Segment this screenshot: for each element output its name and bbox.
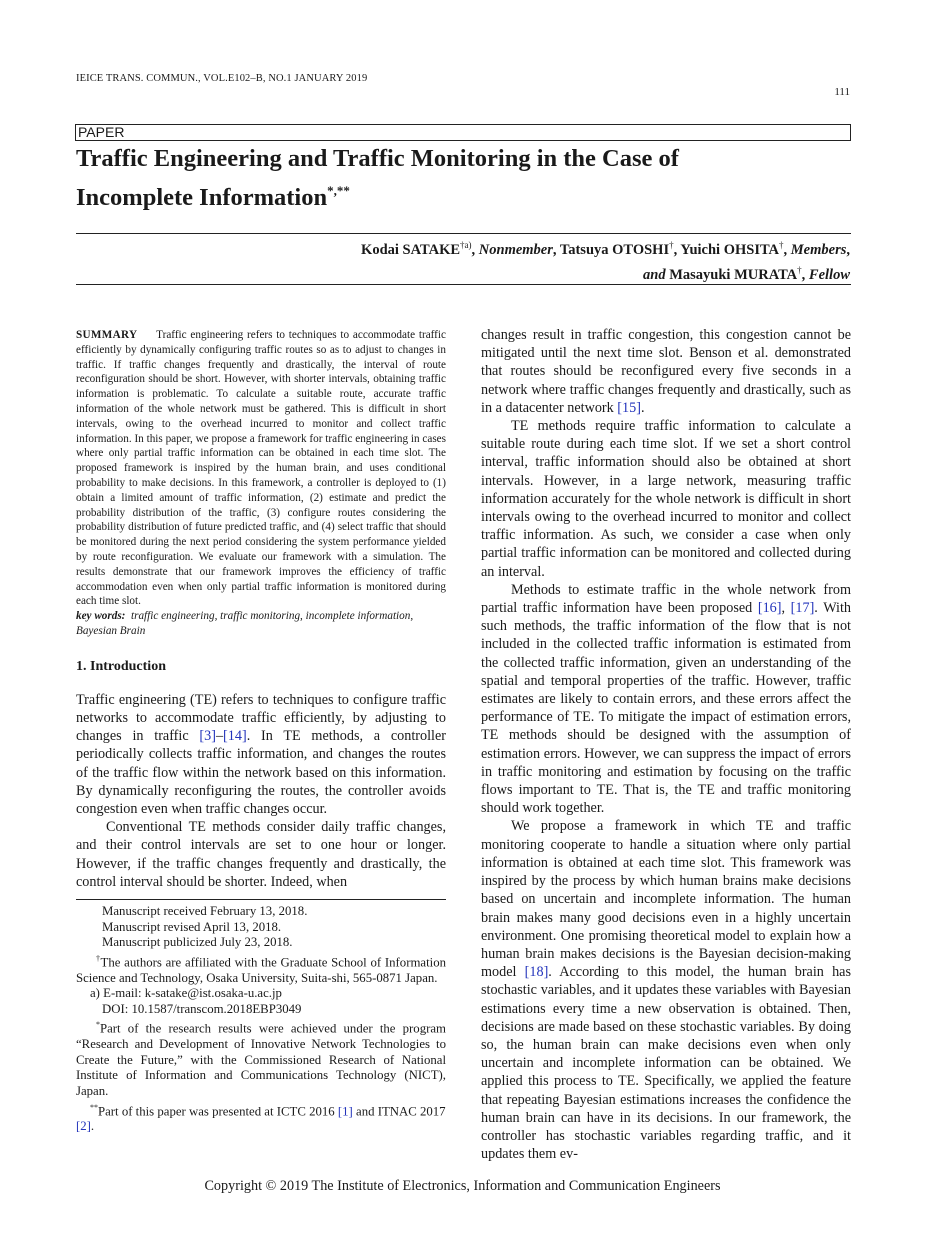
intro-p1-text-b: . In TE methods, a controller periodically collects traffic information, and changes the routes of the traffic flow within the network based on this information. By dynamically reconfiguring the routes, the controller avoids congestion even when traffic changes occur. — [76, 728, 446, 817]
footnote-part-2-text-b: and ITNAC 2017 — [352, 1103, 446, 1118]
intro-p6-text-b: . According to this model, the human brain has stochastic variables, and it updates these variables with Bayesian estimations every time a new observation is obtained. Then, decisions are made based on these stochastic variables. By doing so, the human brain can make decisions even when only uncertain and incomplete information can be obtained. We applied this process to TE. Specifically, we applied the feature that repeating Bayesian estimations increases the confidence the human brain can have in its decisions. In our framework, the controller has stochastic variables regarding traffic, and it updates them ev- — [481, 964, 851, 1163]
left-column — [76, 328, 446, 1135]
intro-p5-text-b: . With such methods, the traffic information of the flow that is not included in the collected traffic information is estimated from the collected traffic information, given an understanding of the spatial and temporal properties of the traffic. However, traffic estimates are likely to contain errors, and these errors affect the performance of TE. To mitigate the impact of estimation errors, TE methods should be designed with the assumption of estimation errors. However, we can suppress the impact of errors in traffic monitoring and estimation by focusing on the traffic flows important to TE. That is, the TE and traffic monitoring should work together. — [481, 600, 851, 817]
keywords — [76, 609, 446, 639]
citation-16[interactable]: [16] — [757, 600, 782, 617]
paper-title — [76, 143, 856, 214]
citation-comma: , — [781, 600, 791, 617]
author-4-role: Fellow — [808, 267, 850, 283]
paper-category-label: PAPER — [78, 124, 125, 140]
author-3-mark: † — [779, 240, 784, 250]
author-1-mark: †a) — [460, 240, 472, 250]
footnote-doi: DOI: 10.1587/transcom.2018EBP3049 — [102, 1001, 302, 1016]
intro-p3-text-a: changes result in traffic congestion, this congestion cannot be mitigated until the next time slot. Benson et al. demonstrated that routes should be reconfigured every five seconds in a network where traffic changes frequently and drastically, such as in a datacenter network — [481, 327, 851, 416]
author-4-mark: † — [797, 265, 802, 275]
page-number: 111 — [834, 86, 850, 98]
title-line-1: Traffic Engineering and Traffic Monitoring in the Case of — [76, 145, 679, 172]
title-footnote-marks: *,** — [327, 183, 350, 198]
citation-15[interactable]: [15] — [617, 399, 641, 416]
citation-2[interactable]: [2] — [76, 1119, 91, 1134]
intro-paragraph-3 — [481, 326, 851, 417]
title-line-2: Incomplete Information — [76, 184, 328, 211]
intro-paragraph-4: TE methods require traffic information to calculate a suitable route during each time slot. If we set a short control interval, traffic information should also be obtained at short intervals. However, in a large network, measuring traffic information accurately for the whole network is difficult in short intervals owing to the overhead incurred to monitor and collect traffic information. As such, we consider a case when only partial traffic information can be monitored and collected during an interval. — [481, 418, 851, 580]
intro-paragraph-5 — [481, 581, 851, 818]
paper-category-box — [75, 124, 851, 141]
intro-p5-text-a: Methods to estimate traffic in the whole network from partial traffic information have been proposed — [481, 581, 851, 617]
footnote-part-2-text-c: . — [90, 1119, 95, 1134]
keywords-label: key words: — [76, 610, 126, 623]
footnote-affiliation-text: The authors are affiliated with the Graduate School of Information Science and Technology, Osaka University, Suita-shi, 565-0871 Japan. — [76, 955, 446, 985]
author-rule — [76, 284, 851, 285]
abstract — [76, 328, 446, 609]
running-head: IEICE TRANS. COMMUN., VOL.E102–B, NO.1 JANUARY 2019 — [76, 73, 368, 84]
intro-p6-text-a: We propose a framework in which TE and traffic monitoring cooperate to handle a situation where only partial information is obtained at each time slot. This framework was inspired by the process by which human brains make decisions based on uncertain and incomplete information. The human brain makes many good decisions even in a highly uncertain environment. One promising theoretical model to explain how a human brain makes decisions is the Bayesian decision-making model — [481, 818, 851, 981]
footnote-affiliation — [76, 951, 446, 986]
footnotes — [76, 904, 446, 1135]
footnote-part-1-mark: * — [96, 1020, 100, 1030]
author-3-role: Members — [790, 242, 847, 258]
footnote-received: Manuscript received February 13, 2018. — [102, 903, 308, 918]
footnote-publicized: Manuscript publicized July 23, 2018. — [102, 935, 293, 950]
right-column — [481, 326, 851, 1163]
author-4: Masayuki MURATA — [669, 267, 798, 283]
citation-3[interactable]: [3] — [199, 728, 216, 745]
author-2: Tatsuya OTOSHI — [559, 242, 670, 258]
intro-p3-text-b: . — [640, 399, 645, 416]
abstract-label: SUMMARY — [76, 329, 138, 341]
author-list: Kodai SATAKE$^{\dagger a)}$, Nonmember, Tatsuya OTOSHI†, Yuichi OHSITA†, Members, and Masayuki MURATA†, Fellow — [361, 240, 850, 283]
title-rule — [76, 233, 851, 234]
citation-1[interactable]: [1] — [337, 1103, 353, 1118]
author-2-mark: † — [669, 240, 674, 250]
author-3: Yuichi OHSITA — [680, 242, 780, 258]
footnote-part-1 — [76, 1017, 446, 1099]
citation-17[interactable]: [17] — [790, 600, 815, 617]
section-heading-introduction: 1. Introduction — [76, 658, 166, 674]
author-1-role: Nonmember — [478, 242, 553, 258]
intro-paragraph-1 — [76, 691, 446, 818]
footnote-email-text: E-mail: k-satake@ist.osaka-u.ac.jp — [103, 986, 282, 1001]
footnote-revised: Manuscript revised April 13, 2018. — [102, 919, 282, 934]
footnote-part-2-mark: ** — [90, 1102, 98, 1112]
footnote-affiliation-mark: † — [96, 953, 101, 963]
footnote-part-1-text: Part of the research results were achieved under the program “Research and Development of Innovative Network Technologies to Create the Future,” with the Commissioned Research of National Institute of Information and Communications Technology (NICT), Japan. — [76, 1021, 446, 1099]
footnote-part-2-text-a: Part of this paper was presented at ICTC 2016 — [98, 1103, 338, 1118]
footnote-rule — [76, 899, 446, 900]
footnote-part-2 — [76, 1100, 446, 1135]
footnote-email-mark: a) — [90, 986, 100, 1001]
citation-18[interactable]: [18] — [524, 964, 549, 981]
intro-p1-text-a: Traffic engineering (TE) refers to techniques to configure traffic networks to accommodate traffic efficiently, by adjusting to changes in traffic — [76, 691, 446, 745]
citation-dash: – — [215, 728, 224, 745]
keywords-text: traffic engineering, traffic monitoring, incomplete information, Bayesian Brain — [76, 610, 414, 637]
abstract-text: Traffic engineering refers to techniques to accommodate traffic efficiently by dynamically configuring traffic routes so as to adjust to changes in traffic. If traffic changes frequently and drastically, the interval of route reconfiguration should be short. However, with shorter intervals, obtaining traffic information is problematic. To calculate a suitable route, accurate traffic information of the whole network must be gathered. This is difficult in short intervals, owing to the overhead incurred to monitor and collect traffic information. In this paper, we propose a framework for traffic engineering in cases where only partial traffic information can be obtained in each time slot. The proposed framework is inspired by the human brain, and uses conditional probability to make decisions. In this framework, a controller is deployed to (1) obtain a limited amount of traffic information, (2) estimate and predict the probability distribution of the traffic, (3) configure routes considering the probability distribution of future predicted traffic, and (4) select traffic that should be monitored during the next period considering the system performance yielded by route reconfiguration. We evaluate our framework with a simulation. The results demonstrate that our framework improves the efficiency of traffic accommodation even when only partial traffic information is monitored during each time slot. — [76, 329, 446, 608]
author-and: and — [643, 267, 666, 283]
author-1: Kodai SATAKE — [361, 242, 461, 258]
citation-14[interactable]: [14] — [223, 728, 247, 745]
copyright-notice: Copyright © 2019 The Institute of Electronics, Information and Communication Engineers — [204, 1178, 721, 1194]
footnote-email — [76, 986, 446, 1002]
intro-paragraph-2: Conventional TE methods consider daily traffic changes, and their control intervals are set to one hour or longer. However, if the traffic changes frequently and drastically, the control interval should be shorter. Indeed, when — [76, 819, 446, 890]
intro-paragraph-6 — [481, 817, 851, 1163]
